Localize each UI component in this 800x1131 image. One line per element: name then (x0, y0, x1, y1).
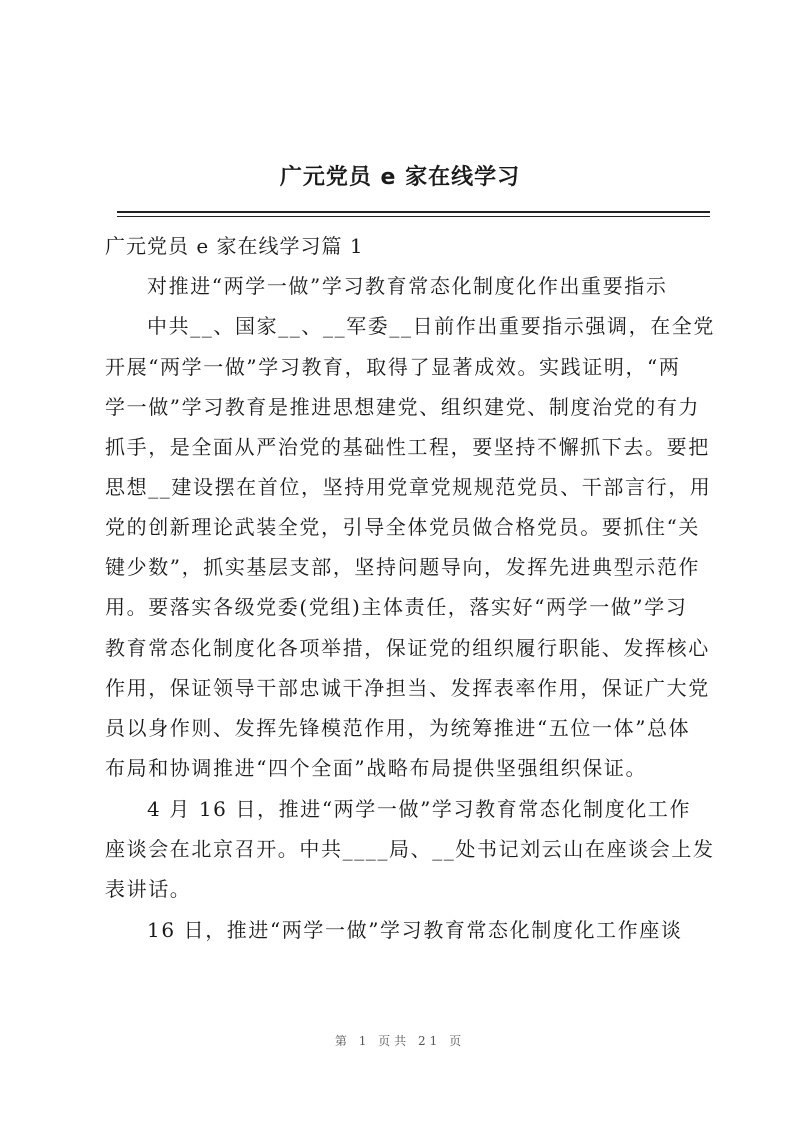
body-line: 开展“两学一做”学习教育，取得了显著成效。实践证明，“两 (105, 355, 681, 379)
body-line: 员以身作则、发挥先锋模范作用，为统筹推进“五位一体”总体 (105, 716, 691, 740)
section-heading: 广元党员 e 家在线学习篇 1 (105, 234, 364, 258)
body-line: 作用，保证领导干部忠诚干净担当、发挥表率作用，保证广大党 (105, 676, 710, 700)
body-line: 座谈会在北京召开。中共____局、__处书记刘云山在座谈会上发 (105, 837, 715, 861)
body-line: 党的创新理论武装全党，引导全体党员做合格党员。要抓住“关 (105, 515, 701, 539)
body-line: 学一做”学习教育是推进思想建党、组织建党、制度治党的有力 (105, 395, 701, 419)
body-line: 表讲话。 (105, 877, 192, 901)
body-line: 16 日，推进“两学一做”学习教育常态化制度化工作座谈 (147, 918, 683, 942)
page-title: 广元党员 e 家在线学习 (279, 165, 521, 190)
page-footer: 第 1 页共 21 页 (334, 1034, 466, 1048)
body-line: 教育常态化制度化各项举措，保证党的组织履行职能、发挥核心 (105, 636, 710, 660)
title-rule (117, 211, 710, 213)
body-line: 4 月 16 日，推进“两学一做”学习教育常态化制度化工作 (147, 797, 692, 821)
body-line: 键少数”，抓实基层支部，坚持问题导向，发挥先进典型示范作 (105, 555, 701, 579)
body-line: 对推进“两学一做”学习教育常态化制度化作出重要指示 (147, 274, 668, 298)
body-line: 思想__建设摆在首位，坚持用党章党规规范党员、干部言行，用 (105, 475, 712, 499)
body-line: 用。要落实各级党委(党组)主体责任，落实好“两学一做”学习 (105, 595, 688, 619)
body-line: 中共__、国家__、__军委__日前作出重要指示强调，在全党 (147, 314, 715, 338)
body-line: 布局和协调推进“四个全面”战略布局提供坚强组织保证。 (105, 756, 648, 780)
title-rule-thin (117, 216, 710, 217)
body-line: 抓手，是全面从严治党的基础性工程，要坚持不懈抓下去。要把 (105, 435, 710, 459)
